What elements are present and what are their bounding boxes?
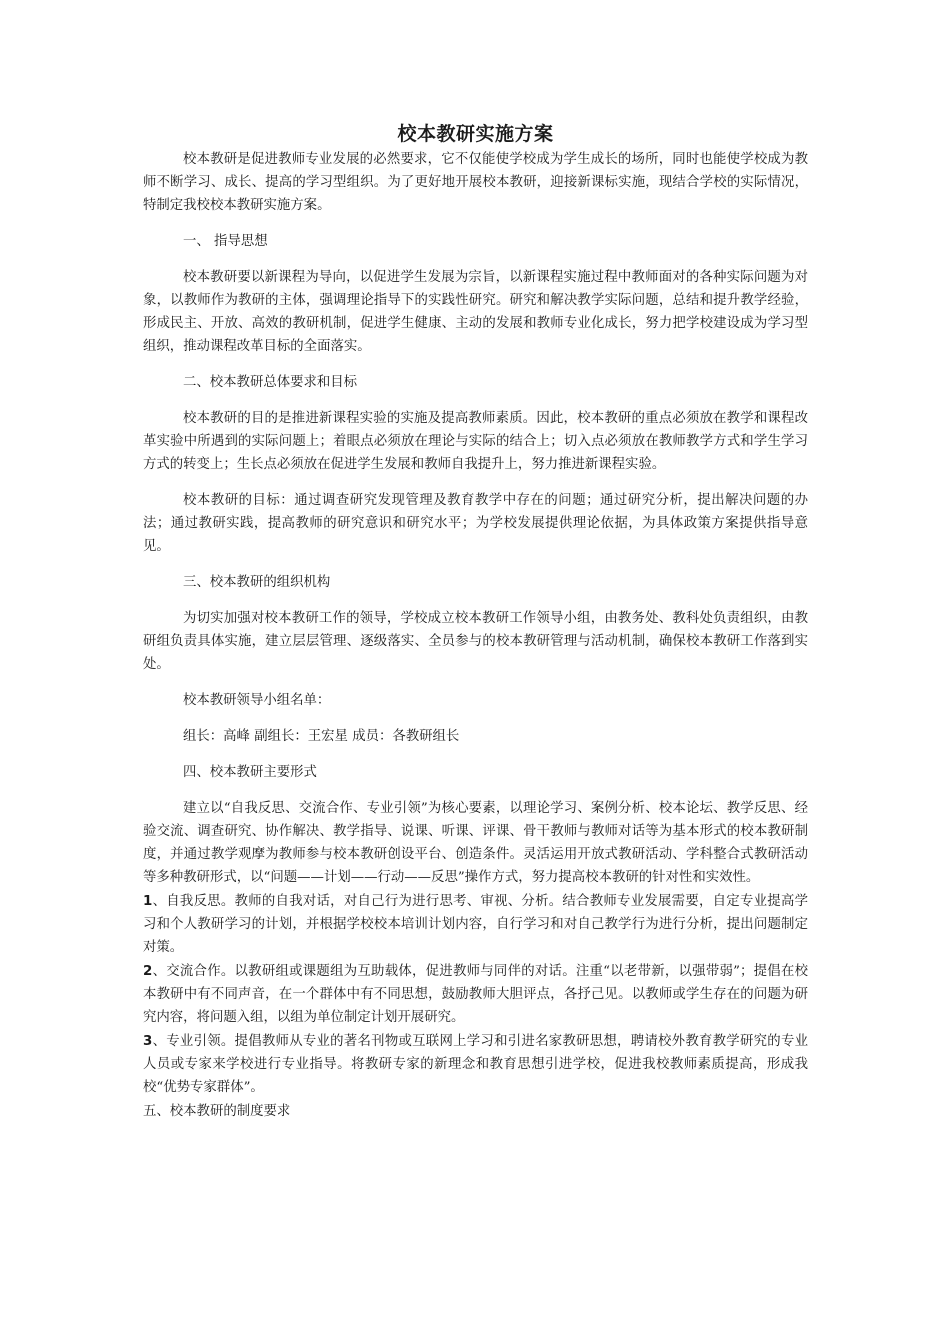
item-number: 3 bbox=[143, 1034, 153, 1049]
item-text: 、自我反思。教师的自我对话，对自己行为进行思考、审视、分析。结合教师专业发展需要，自定专业提高学习和个人教研学习的计划，并根据学校校本培训计划内容，自行学习和对自己教学行为进行分析，提出问题制定对策。 bbox=[143, 894, 808, 955]
leader-group-members: 组长：高峰 副组长：王宏星 成员：各教研组长 bbox=[183, 729, 460, 744]
section-2-body-2: 校本教研的目标：通过调查研究发现管理及教育教学中存在的问题；通过研究分析，提出解决问题的办法；通过教研实践，提高教师的研究意识和研究水平；为学校发展提供理论依据，为具体政策方案提供指导意见。 bbox=[143, 493, 808, 554]
section-2-body-1: 校本教研的目的是推进新课程实验的实施及提高教师素质。因此，校本教研的重点必须放在教学和课程改革实验中所遇到的实际问题上；着眼点必须放在理论与实际的结合上；切入点必须放在教师教学方式和学生学习方式的转变上；生长点必须放在促进学生发展和教师自我提升上，努力推进新课程实验。 bbox=[143, 411, 808, 472]
document-title: 校本教研实施方案 bbox=[397, 123, 554, 145]
item-number: 1 bbox=[143, 894, 153, 909]
section-4-body: 建立以“自我反思、交流合作、专业引领”为核心要素，以理论学习、案例分析、校本论坛、教学反思、经验交流、调查研究、协作解决、教学指导、说课、听课、评课、骨干教师与教师对话等为基本形式的校本教研制度，并通过教学观摩为教师参与校本教研创设平台、创造条件。灵活运用开放式教研活动、学科整合式教研活动等多种教研形式，以“问题——计划——行动——反思”操作方式，努力提高校本教研的针对性和实效性。 bbox=[143, 801, 808, 885]
leader-group-list-title: 校本教研领导小组名单： bbox=[183, 693, 331, 708]
intro-paragraph: 校本教研是促进教师专业发展的必然要求，它不仅能使学校成为学生成长的场所，同时也能使学校成为教师不断学习、成长、提高的学习型组织。为了更好地开展校本教研，迎接新课标实施，现结合学校的实际情况，特制定我校校本教研实施方案。 bbox=[143, 152, 808, 213]
form-item-collaboration bbox=[143, 960, 808, 1029]
section-5-heading: 五、校本教研的制度要求 bbox=[143, 1104, 291, 1119]
section-3-body: 为切实加强对校本教研工作的领导，学校成立校本教研工作领导小组，由教务处、教科处负责组织，由教研组负责具体实施，建立层层管理、逐级落实、全员参与的校本教研管理与活动机制，确保校本教研工作落到实处。 bbox=[143, 611, 808, 672]
item-text: 、交流合作。以教研组或课题组为互助载体，促进教师与同伴的对话。注重“以老带新，以强带弱”；提倡在校本教研中有不同声音，在一个群体中有不同思想，鼓励教师大胆评点，各抒己见。以教师或学生存在的问题为研究内容，将问题入组，以组为单位制定计划开展研究。 bbox=[143, 964, 808, 1025]
item-number: 2 bbox=[143, 964, 153, 979]
section-3-heading: 三、校本教研的组织机构 bbox=[183, 575, 331, 590]
document-page bbox=[143, 120, 808, 1123]
section-1-body: 校本教研要以新课程为导向，以促进学生发展为宗旨，以新课程实施过程中教师面对的各种实际问题为对象，以教师作为教研的主体，强调理论指导下的实践性研究。研究和解决教学实际问题，总结和提升教学经验，形成民主、开放、高效的教研机制，促进学生健康、主动的发展和教师专业化成长，努力把学校建设成为学习型组织，推动课程改革目标的全面落实。 bbox=[143, 270, 808, 354]
section-1-heading: 一、 指导思想 bbox=[183, 234, 268, 249]
form-item-self-reflection bbox=[143, 890, 808, 959]
item-text: 、专业引领。提倡教师从专业的著名刊物或互联网上学习和引进名家教研思想，聘请校外教育教学研究的专业人员或专家来学校进行专业指导。将教研专家的新理念和教育思想引进学校，促进我校教师素质提高，形成我校“优势专家群体”。 bbox=[143, 1034, 808, 1095]
section-2-heading: 二、校本教研总体要求和目标 bbox=[183, 375, 358, 390]
form-item-professional-guidance bbox=[143, 1030, 808, 1099]
section-4-heading: 四、校本教研主要形式 bbox=[183, 765, 317, 780]
